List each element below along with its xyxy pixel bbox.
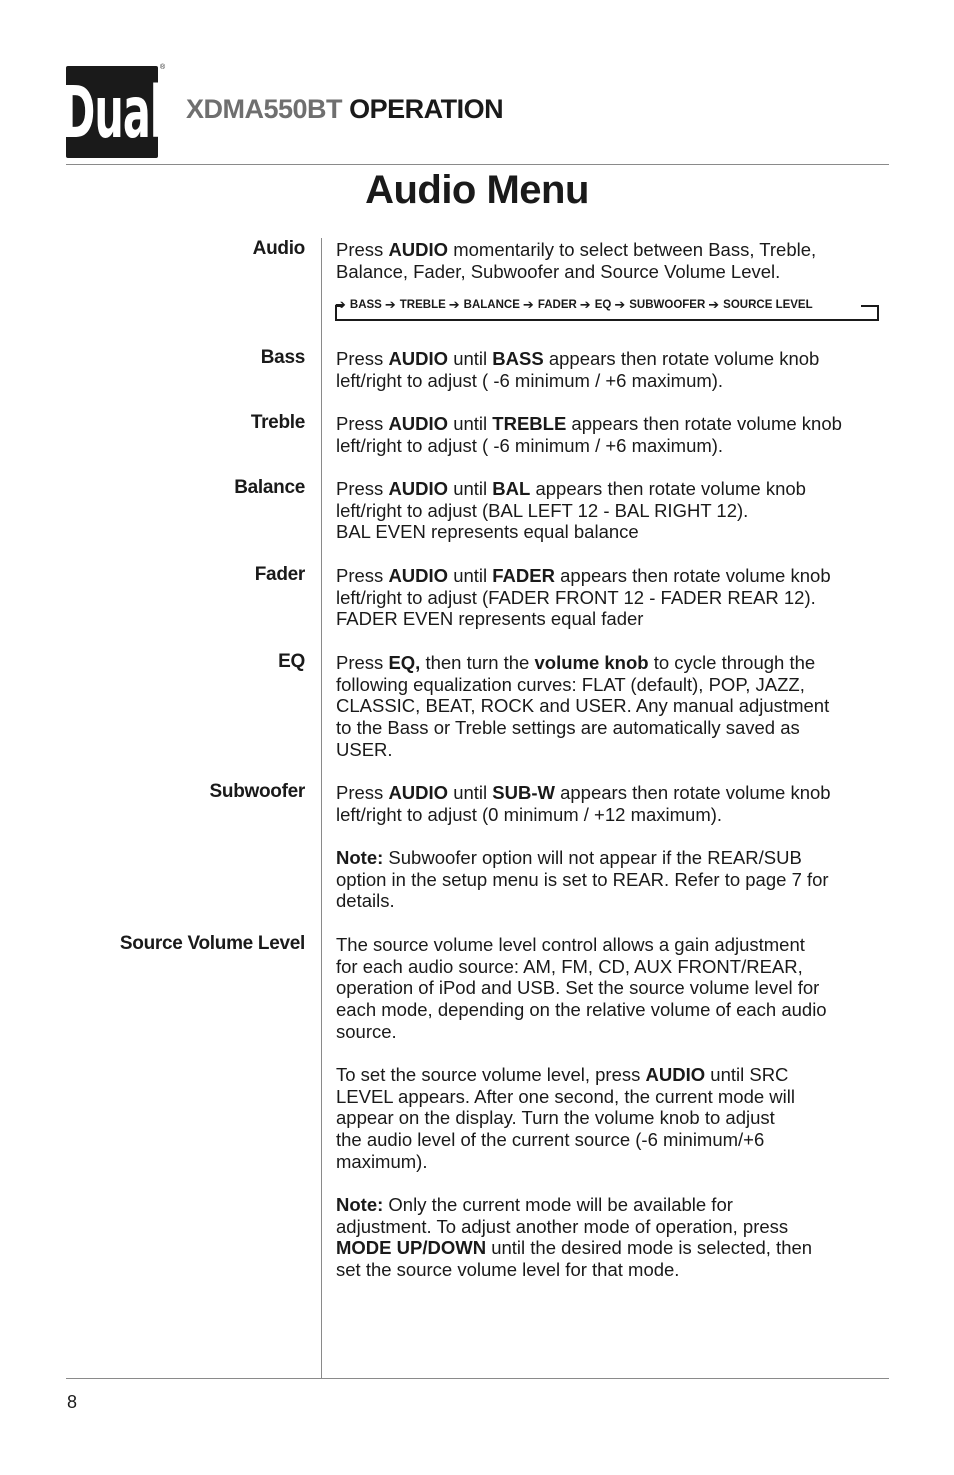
- flow-item: TREBLE: [399, 299, 446, 311]
- dual-logo: [61, 66, 163, 158]
- label-balance: Balance: [234, 477, 305, 498]
- label-eq: EQ: [278, 651, 305, 672]
- subwoofer-description: Press AUDIO until SUB-W appears then rotate volume knob left/right to adjust (0 minimum / +12 maximum).: [336, 782, 831, 825]
- audio-menu-flow: [335, 296, 879, 321]
- model-name: XDMA550BT: [186, 94, 343, 124]
- eq-description: Press EQ, then turn the volume knob to cycle through the following equalization curves: FLAT (default), POP, JAZZ, CLASSIC, BEAT, ROCK and USER. Any manual adjustment to the Bass or Treble settings are automatically saved as USER.: [336, 652, 830, 760]
- flow-items: [335, 297, 813, 313]
- source-note: Note: Only the current mode will be available for adjustment. To adjust another mode of operation, press MODE UP/DOWN until the desired mode is selected, then set the source volume level for that mode.: [336, 1194, 813, 1281]
- label-fader: Fader: [254, 564, 305, 585]
- audio-description: Press AUDIO momentarily to select between Bass, Treble, Balance, Fader, Subwoofer and Source Volume Level.: [336, 239, 817, 282]
- flow-item: BALANCE: [463, 299, 520, 311]
- source-instructions: To set the source volume level, press AUDIO until SRC LEVEL appears. After one second, the current mode will appear on the display. Turn the volume knob to adjust the audio level of the current source (-6 minimum/+6 maximum).: [336, 1064, 795, 1172]
- flow-item: BASS: [349, 299, 382, 311]
- flow-arrow-icon: ➔: [448, 297, 460, 312]
- label-subwoofer: Subwoofer: [209, 781, 305, 802]
- flow-item: SOURCE LEVEL: [723, 299, 813, 311]
- flow-arrow-icon: ➔: [522, 297, 534, 312]
- subwoofer-note: Note: Subwoofer option will not appear if the REAR/SUB option in the setup menu is set to REAR. Refer to page 7 for details.: [336, 847, 829, 912]
- registered-mark: ®: [160, 64, 166, 71]
- label-treble: Treble: [250, 412, 305, 433]
- page-number: 8: [67, 1392, 78, 1412]
- bass-description: Press AUDIO until BASS appears then rotate volume knob left/right to adjust ( -6 minimum / +6 maximum).: [336, 348, 820, 391]
- treble-description: Press AUDIO until TREBLE appears then rotate volume knob left/right to adjust ( -6 minimum / +6 maximum).: [336, 413, 842, 456]
- logo-text: Dual: [61, 70, 163, 154]
- header-title: [186, 94, 503, 125]
- flow-arrow-icon: ➔: [335, 297, 346, 312]
- section-name: OPERATION: [349, 94, 504, 124]
- source-description: The source volume level control allows a gain adjustment for each audio source: AM, FM, CD, AUX FRONT/REAR, operation of iPod and USB. Set the source volume level for each mode, depending on the relative volume of each audio source.: [336, 934, 827, 1042]
- bottom-rule: [66, 1378, 889, 1379]
- flow-item: SUBWOOFER: [629, 299, 706, 311]
- page-title: Audio Menu: [365, 168, 589, 212]
- flow-return-line: [335, 319, 879, 321]
- label-source-volume-level: Source Volume Level: [119, 933, 305, 954]
- label-bass: Bass: [260, 347, 305, 368]
- flow-arrow-icon: ➔: [708, 297, 720, 312]
- flow-arrow-icon: ➔: [384, 297, 396, 312]
- flow-arrow-icon: ➔: [614, 297, 626, 312]
- flow-arrow-icon: ➔: [579, 297, 591, 312]
- balance-description: Press AUDIO until BAL appears then rotate volume knob left/right to adjust (BAL LEFT 12 - BAL RIGHT 12). BAL EVEN represents equal balance: [336, 478, 806, 543]
- column-divider: [321, 238, 322, 1378]
- flow-item: EQ: [594, 299, 612, 311]
- flow-item: FADER: [537, 299, 577, 311]
- label-audio: Audio: [252, 238, 305, 259]
- top-rule: [66, 164, 889, 165]
- fader-description: Press AUDIO until FADER appears then rotate volume knob left/right to adjust (FADER FRONT 12 - FADER REAR 12). FADER EVEN represents equal fader: [336, 565, 831, 630]
